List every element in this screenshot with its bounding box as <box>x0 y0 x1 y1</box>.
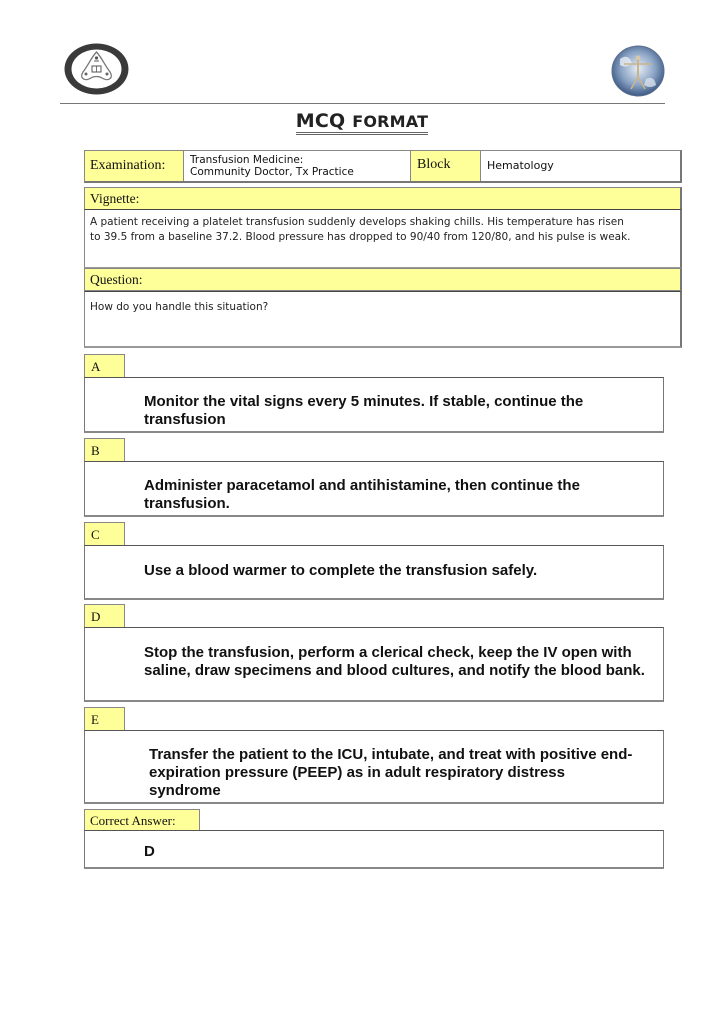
option-b-text: Administer paracetamol and antihistamine, then continue the transfusion. <box>84 461 664 517</box>
vignette-label: Vignette: <box>84 187 682 210</box>
correct-answer-label: Correct Answer: <box>84 809 200 831</box>
option-d-text: Stop the transfusion, perform a clerical check, keep the IV open with saline, draw specimens and blood cultures, and notify the blood bank. <box>84 627 664 702</box>
examination-label: Examination: <box>85 151 184 181</box>
page-title <box>0 110 724 135</box>
vitruvian-globe-logo <box>610 45 666 97</box>
vignette-line-1: A patient receiving a platelet transfusion suddenly develops shaking chills. His temperature has risen <box>90 216 624 228</box>
vignette-text <box>84 209 682 269</box>
option-c-label: C <box>84 522 125 546</box>
header-divider <box>60 103 665 104</box>
option-d-label: D <box>84 604 125 628</box>
option-a-label: A <box>84 354 125 378</box>
title-main: MCQ <box>295 110 346 132</box>
exam-info-table <box>84 150 682 183</box>
option-b-label: B <box>84 438 125 462</box>
vitruvian-globe-icon <box>610 45 666 97</box>
option-c-text: Use a blood warmer to complete the transfusion safely. <box>84 545 664 600</box>
examination-value-line2: Community Doctor, Tx Practice <box>190 166 354 178</box>
examination-value-line1: Transfusion Medicine: <box>190 154 304 166</box>
university-seal-icon <box>63 42 130 96</box>
option-a-text: Monitor the vital signs every 5 minutes. If stable, continue the transfusion <box>84 377 664 433</box>
question-text: How do you handle this situation? <box>84 291 682 348</box>
block-value: Hematology <box>487 159 554 172</box>
option-e-label: E <box>84 707 125 731</box>
title-rest: FORMAT <box>352 112 429 131</box>
vignette-line-2: to 39.5 from a baseline 37.2. Blood pressure has dropped to 90/40 from 120/80, and his pulse is weak. <box>90 231 631 243</box>
block-label: Block <box>411 151 481 181</box>
university-seal-logo <box>63 42 130 96</box>
examination-value <box>184 151 411 181</box>
question-label: Question: <box>84 268 682 291</box>
correct-answer-value: D <box>84 830 664 869</box>
option-e-text: Transfer the patient to the ICU, intubate, and treat with positive end-expiration pressure (PEEP) as in adult respiratory distress syndrome <box>84 730 664 804</box>
